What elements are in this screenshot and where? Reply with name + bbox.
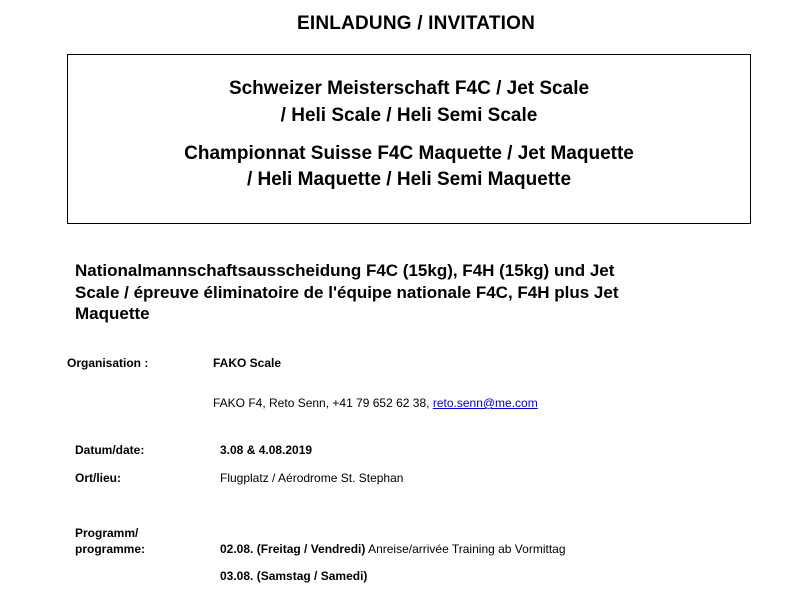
program-day-1-date: 02.08. (Freitag / Vendredi) <box>220 542 366 556</box>
box-line-3: Championnat Suisse F4C Maquette / Jet Maquette <box>184 143 634 164</box>
contact-details: FAKO F4, Reto Senn, +41 79 652 62 38, <box>213 396 430 410</box>
program-label-line-1: Programm/ <box>75 526 139 540</box>
program-day-1-text: Anreise/arrivée Training ab Vormittag <box>368 542 566 556</box>
organisation-contact <box>213 396 538 410</box>
date-value: 3.08 & 4.08.2019 <box>220 443 313 457</box>
date-label: Datum/date: <box>75 443 145 457</box>
program-day-1 <box>220 542 566 556</box>
selection-heading-line-1: Nationalmannschaftsausscheidung F4C (15kg), F4H (15kg) und Jet <box>75 261 615 280</box>
championship-title-box <box>67 54 751 224</box>
location-value: Flugplatz / Aérodrome St. Stephan <box>220 471 404 485</box>
contact-email-link[interactable]: reto.senn@me.com <box>432 396 538 410</box>
box-line-4: / Heli Maquette / Heli Semi Maquette <box>246 169 572 190</box>
organisation-value: FAKO Scale <box>213 356 282 370</box>
box-line-2: / Heli Scale / Heli Semi Scale <box>280 105 538 126</box>
selection-heading-line-3: Maquette <box>75 304 150 323</box>
program-day-2-date: 03.08. (Samstag / Samedi) <box>220 569 368 583</box>
organisation-label: Organisation : <box>67 356 149 370</box>
page-title: EINLADUNG / INVITATION <box>296 13 536 34</box>
program-label-line-2: programme: <box>75 542 146 556</box>
selection-heading-line-2: Scale / épreuve éliminatoire de l'équipe nationale F4C, F4H plus Jet <box>75 283 619 302</box>
box-line-1: Schweizer Meisterschaft F4C / Jet Scale <box>228 78 590 99</box>
location-label: Ort/lieu: <box>75 471 122 485</box>
